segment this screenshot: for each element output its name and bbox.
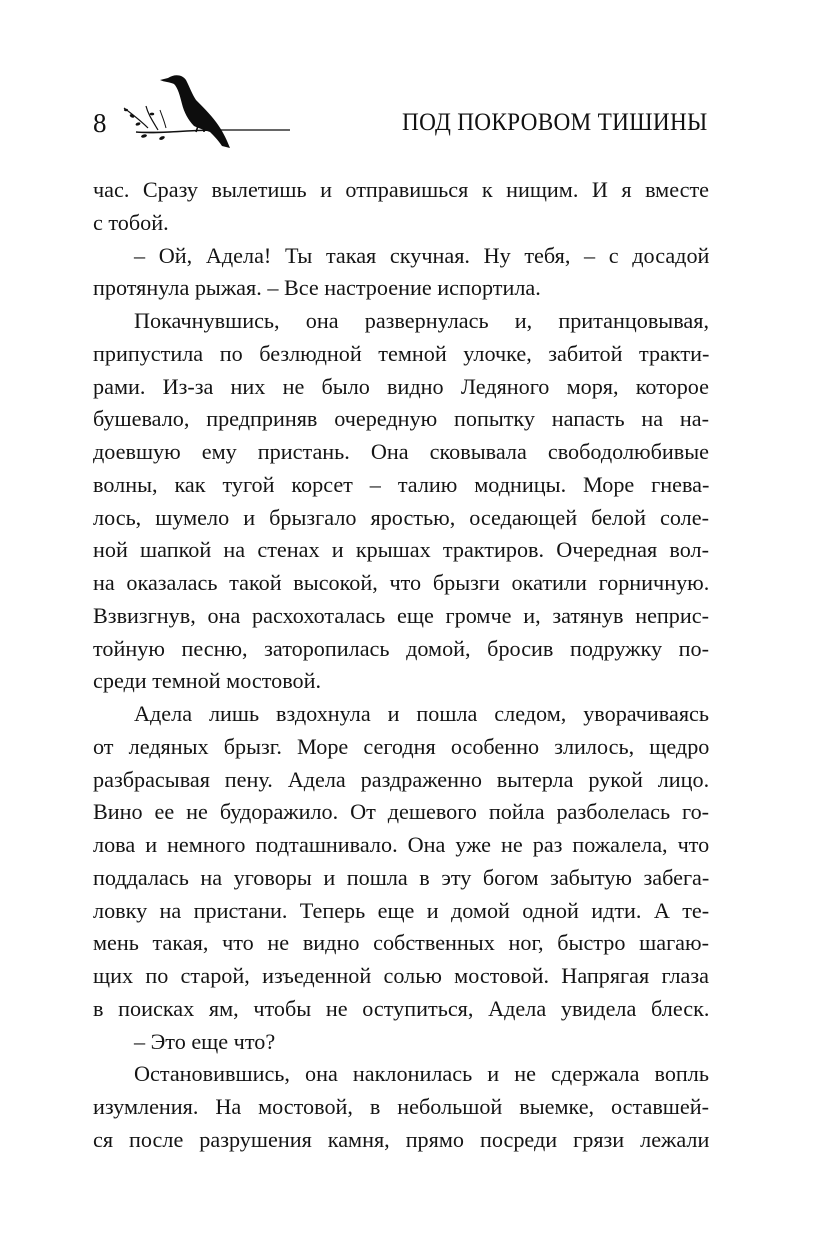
text-line: ся после разрушения камня, прямо посреди грязи лежали: [93, 1126, 710, 1152]
crow-on-branch-icon: [118, 68, 294, 150]
text-line: рами. Из-за них не было видно Ледяного моря, которое: [93, 373, 709, 399]
text-line: ной шапкой на стенах и крышах трактиров. Очередная вол-: [93, 537, 709, 563]
text-line: на оказалась такой высокой, что брызги окатили горничную.: [93, 570, 710, 595]
text-line: тойную песню, заторопилась домой, бросив подружку по-: [93, 635, 709, 661]
text-line: среди темной мостовой.: [93, 668, 322, 694]
text-line: разбрасывая пену. Адела раздраженно вытерла рукой лицо.: [93, 766, 710, 792]
text-line: Взвизгнув, она расхохоталась еще громче и, затянув неприс-: [93, 602, 709, 628]
text-line: протянула рыжая. – Все настроение испортила.: [93, 275, 541, 301]
text-line: мень такая, что не видно собственных ног, быстро шагаю-: [93, 930, 709, 956]
text-line: – Это еще что?: [134, 1028, 276, 1054]
text-line: волны, как тугой корсет – талию модницы. Море гнева-: [93, 471, 710, 497]
text-line: – Ой, Адела! Ты такая скучная. Ну тебя, – с досадой: [134, 242, 710, 268]
text-line: лова и немного подташнивало. Она уже не раз пожалела, что: [93, 832, 710, 857]
page-number: 8: [93, 108, 107, 138]
text-line: припустила по безлюдной темной улочке, забитой тракти-: [93, 340, 710, 366]
text-line: Адела лишь вздохнула и пошла следом, уворачиваясь: [134, 701, 709, 726]
page-header: [0, 0, 839, 160]
text-line: Вино ее не будоражило. От дешевого пойла разболелась го-: [93, 799, 710, 825]
text-line: Покачнувшись, она развернулась и, пританцовывая,: [134, 308, 709, 333]
text-line: с тобой.: [93, 209, 169, 235]
text-line: час. Сразу вылетишь и отправишься к нищим. И я вместе: [93, 177, 709, 202]
text-line: бушевало, предприняв очередную попытку напасть на на-: [93, 406, 709, 432]
text-line: доевшую ему пристань. Она сковывала свободолюбивые: [93, 439, 709, 464]
text-line: поддалась на уговоры и пошла в эту богом забытую забега-: [93, 864, 710, 890]
text-line: Остановившись, она наклонилась и не сдержала вопль: [134, 1061, 709, 1087]
text-line: от ледяных брызг. Море сегодня особенно злилось, щедро: [93, 733, 710, 759]
text-line: лось, шумело и брызгало яростью, оседающей белой соле-: [93, 504, 709, 530]
text-line: в поисках ям, чтобы не оступиться, Адела увидела блеск.: [93, 995, 710, 1021]
text-line: ловку на пристани. Теперь еще и домой одной идти. А те-: [93, 897, 710, 923]
text-line: щих по старой, изъеденной солью мостовой. Напрягая глаза: [93, 963, 709, 988]
running-title: ПОД ПОКРОВОМ ТИШИНЫ: [402, 109, 708, 136]
text-line: изумления. На мостовой, в небольшой выемке, оставшей-: [93, 1094, 709, 1119]
body-text: [93, 174, 709, 1157]
